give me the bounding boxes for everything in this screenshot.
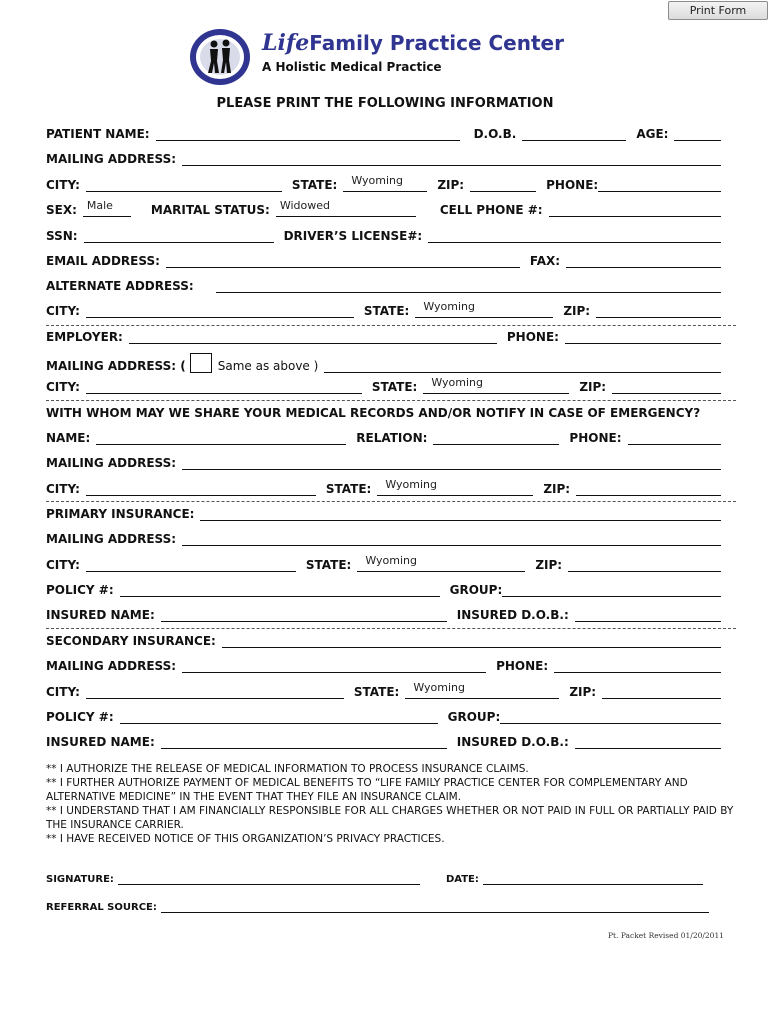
row-primary-mailing — [46, 532, 721, 546]
dob-label: D.O.B. — [473, 127, 517, 141]
primary-zip-field[interactable] — [568, 558, 721, 572]
mailing-address-label: MAILING ADDRESS: — [46, 152, 177, 166]
alternate-state-label: STATE: — [363, 304, 410, 318]
emergency-question: WITH WHOM MAY WE SHARE YOUR MEDICAL RECORDS AND/OR NOTIFY IN CASE OF EMERGENCY? — [46, 406, 701, 420]
row-email — [46, 254, 721, 268]
secondary-zip-label: ZIP: — [569, 685, 597, 699]
revision-note: Pt. Packet Revised 01/20/2011 — [607, 931, 724, 940]
emergency-city-label: CITY: — [46, 482, 80, 496]
marital-status-field[interactable] — [276, 199, 416, 217]
primary-group-field[interactable] — [502, 583, 721, 597]
secondary-state-label: STATE: — [353, 685, 400, 699]
primary-insured-dob-label: INSURED D.O.B.: — [456, 608, 569, 622]
state-label: STATE: — [291, 178, 338, 192]
emergency-mailing-field[interactable] — [182, 456, 721, 470]
secondary-state-field[interactable] — [405, 681, 559, 699]
row-primary-insured — [46, 608, 721, 622]
employer-mailing-field[interactable] — [324, 359, 721, 373]
emergency-state-value: Wyoming — [385, 478, 437, 491]
employer-zip-label: ZIP: — [579, 380, 607, 394]
patient-name-label: PATIENT NAME: — [46, 127, 150, 141]
date-label: DATE: — [445, 874, 479, 885]
row-secondary-policy — [46, 710, 721, 724]
row-employer-mailing — [46, 353, 721, 373]
secondary-group-label: GROUP: — [447, 710, 501, 724]
employer-phone-label: PHONE: — [506, 330, 559, 344]
primary-state-value: Wyoming — [365, 554, 417, 567]
row-patient-name — [46, 127, 721, 141]
patient-name-field[interactable] — [156, 127, 460, 141]
referral-source-label: REFERRAL SOURCE: — [46, 902, 157, 913]
row-mailing-address — [46, 152, 721, 166]
city-label: CITY: — [46, 178, 80, 192]
authorization-4: ** I HAVE RECEIVED NOTICE OF THIS ORGANIZATION’S PRIVACY PRACTICES. — [46, 833, 445, 845]
emergency-mailing-label: MAILING ADDRESS: — [46, 456, 177, 470]
employer-state-field[interactable] — [423, 376, 569, 394]
secondary-mailing-field[interactable] — [182, 659, 486, 673]
brand-life: Life — [262, 30, 310, 56]
mailing-address-field[interactable] — [182, 152, 721, 166]
zip-field[interactable] — [470, 178, 536, 192]
employer-phone-field[interactable] — [565, 330, 721, 344]
state-field[interactable] — [343, 174, 427, 192]
row-signature — [46, 873, 703, 885]
primary-insurance-field[interactable] — [200, 507, 721, 521]
employer-city-field[interactable] — [86, 380, 362, 394]
row-employer-city — [46, 376, 721, 394]
marital-status-value: Widowed — [279, 199, 330, 212]
row-secondary-insured — [46, 735, 721, 749]
row-primary-insurance — [46, 507, 721, 521]
sex-label: SEX: — [46, 203, 77, 217]
primary-insured-dob-field[interactable] — [575, 608, 721, 622]
dob-field[interactable] — [522, 127, 626, 141]
employer-zip-field[interactable] — [612, 380, 721, 394]
email-field[interactable] — [166, 254, 520, 268]
secondary-city-label: CITY: — [46, 685, 80, 699]
brand-rest: Family Practice Center — [309, 31, 564, 55]
referral-source-field[interactable] — [161, 901, 709, 913]
row-emergency-mailing — [46, 456, 721, 470]
emergency-state-field[interactable] — [377, 478, 533, 496]
section-divider — [46, 400, 736, 401]
brand-name — [262, 30, 564, 56]
secondary-phone-field[interactable] — [554, 659, 721, 673]
secondary-mailing-label: MAILING ADDRESS: — [46, 659, 177, 673]
same-as-above-checkbox[interactable] — [190, 353, 212, 373]
row-emergency-name — [46, 431, 721, 445]
primary-zip-label: ZIP: — [535, 558, 563, 572]
tagline: A Holistic Medical Practice — [262, 60, 442, 74]
signature-field[interactable] — [118, 873, 420, 885]
row-primary-policy — [46, 583, 721, 597]
secondary-insured-dob-label: INSURED D.O.B.: — [456, 735, 569, 749]
form-heading: PLEASE PRINT THE FOLLOWING INFORMATION — [216, 96, 554, 111]
row-city — [46, 174, 721, 192]
phone-field[interactable] — [598, 178, 721, 192]
emergency-phone-label: PHONE: — [569, 431, 622, 445]
row-secondary-mailing — [46, 659, 721, 673]
cell-phone-field[interactable] — [549, 203, 721, 217]
emergency-state-label: STATE: — [325, 482, 372, 496]
row-ssn — [46, 229, 721, 243]
fax-field[interactable] — [566, 254, 721, 268]
employer-state-value: Wyoming — [431, 376, 483, 389]
secondary-policy-field[interactable] — [120, 710, 438, 724]
secondary-policy-label: POLICY #: — [46, 710, 114, 724]
row-secondary-insurance — [46, 634, 721, 648]
phone-label: PHONE: — [546, 178, 599, 192]
alternate-address-field[interactable] — [216, 279, 721, 293]
primary-insured-name-label: INSURED NAME: — [46, 608, 155, 622]
alternate-city-field[interactable] — [86, 304, 354, 318]
secondary-city-field[interactable] — [86, 685, 344, 699]
signature-label: SIGNATURE: — [46, 874, 114, 885]
authorization-1: ** I AUTHORIZE THE RELEASE OF MEDICAL INFORMATION TO PROCESS INSURANCE CLAIMS. — [46, 763, 529, 775]
date-field[interactable] — [483, 873, 703, 885]
drivers-license-field[interactable] — [428, 229, 721, 243]
secondary-state-value: Wyoming — [413, 681, 465, 694]
ssn-label: SSN: — [46, 229, 78, 243]
practice-logo — [188, 27, 252, 87]
drivers-license-label: DRIVER’S LICENSE#: — [283, 229, 423, 243]
alternate-state-value: Wyoming — [423, 300, 475, 313]
age-label: AGE: — [636, 127, 669, 141]
secondary-insured-name-label: INSURED NAME: — [46, 735, 155, 749]
emergency-zip-label: ZIP: — [543, 482, 571, 496]
primary-city-field[interactable] — [86, 558, 296, 572]
section-divider — [46, 325, 736, 326]
emergency-phone-field[interactable] — [628, 431, 722, 445]
secondary-zip-field[interactable] — [602, 685, 721, 699]
emergency-name-label: NAME: — [46, 431, 91, 445]
emergency-zip-field[interactable] — [576, 482, 721, 496]
employer-city-label: CITY: — [46, 380, 80, 394]
primary-city-label: CITY: — [46, 558, 80, 572]
row-sex — [46, 199, 721, 217]
row-secondary-city — [46, 681, 721, 699]
employer-field[interactable] — [129, 330, 497, 344]
authorization-statements — [46, 762, 736, 846]
age-field[interactable] — [674, 127, 721, 141]
primary-insurance-label: PRIMARY INSURANCE: — [46, 507, 195, 521]
primary-state-label: STATE: — [305, 558, 352, 572]
cell-phone-label: CELL PHONE #: — [439, 203, 543, 217]
primary-mailing-field[interactable] — [182, 532, 721, 546]
row-referral — [46, 901, 709, 913]
row-employer — [46, 330, 721, 344]
sex-value: Male — [86, 199, 113, 212]
primary-insured-name-field[interactable] — [161, 608, 447, 622]
print-form-button[interactable]: Print Form — [668, 1, 768, 20]
marital-status-label: MARITAL STATUS: — [150, 203, 270, 217]
secondary-group-field[interactable] — [500, 710, 721, 724]
alternate-state-field[interactable] — [415, 300, 553, 318]
primary-group-label: GROUP: — [449, 583, 503, 597]
row-emergency-city — [46, 478, 721, 496]
secondary-insured-dob-field[interactable] — [575, 735, 721, 749]
section-divider — [46, 628, 736, 629]
authorization-3: ** I UNDERSTAND THAT I AM FINANCIALLY RESPONSIBLE FOR ALL CHARGES WHETHER OR NOT PAID IN FULL OR PARTIALLY PAID BY THE INSURANCE CARRIER. — [46, 805, 734, 831]
employer-label: EMPLOYER: — [46, 330, 123, 344]
primary-policy-label: POLICY #: — [46, 583, 114, 597]
emergency-city-field[interactable] — [86, 482, 316, 496]
secondary-phone-label: PHONE: — [496, 659, 549, 673]
row-alternate-address — [46, 279, 721, 293]
secondary-insurance-field[interactable] — [222, 634, 721, 648]
row-alternate-city — [46, 300, 721, 318]
primary-policy-field[interactable] — [120, 583, 440, 597]
employer-mailing-label: MAILING ADDRESS: ( — [46, 359, 186, 373]
secondary-insurance-label: SECONDARY INSURANCE: — [46, 634, 216, 648]
city-field[interactable] — [86, 178, 282, 192]
ssn-field[interactable] — [84, 229, 274, 243]
secondary-insured-name-field[interactable] — [161, 735, 447, 749]
sex-field[interactable] — [83, 199, 131, 217]
authorization-2: ** I FURTHER AUTHORIZE PAYMENT OF MEDICAL BENEFITS TO “LIFE FAMILY PRACTICE CENTER FOR COMPLEMENTARY AND ALTERNATIVE MEDICINE” IN THE EVENT THAT THEY FILE AN INSURANCE CLAIM. — [46, 777, 688, 803]
state-value: Wyoming — [351, 174, 403, 187]
alternate-zip-field[interactable] — [596, 304, 721, 318]
same-as-above-label: Same as above ) — [217, 359, 319, 373]
primary-mailing-label: MAILING ADDRESS: — [46, 532, 177, 546]
email-label: EMAIL ADDRESS: — [46, 254, 160, 268]
alternate-city-label: CITY: — [46, 304, 80, 318]
fax-label: FAX: — [529, 254, 561, 268]
emergency-name-field[interactable] — [96, 431, 346, 445]
zip-label: ZIP: — [437, 178, 465, 192]
row-emergency-question — [46, 406, 721, 420]
section-divider — [46, 501, 736, 502]
primary-state-field[interactable] — [357, 554, 525, 572]
relation-label: RELATION: — [356, 431, 428, 445]
alternate-zip-label: ZIP: — [563, 304, 591, 318]
alternate-address-label: ALTERNATE ADDRESS: — [46, 279, 194, 293]
employer-state-label: STATE: — [371, 380, 418, 394]
relation-field[interactable] — [433, 431, 559, 445]
row-primary-city — [46, 554, 721, 572]
